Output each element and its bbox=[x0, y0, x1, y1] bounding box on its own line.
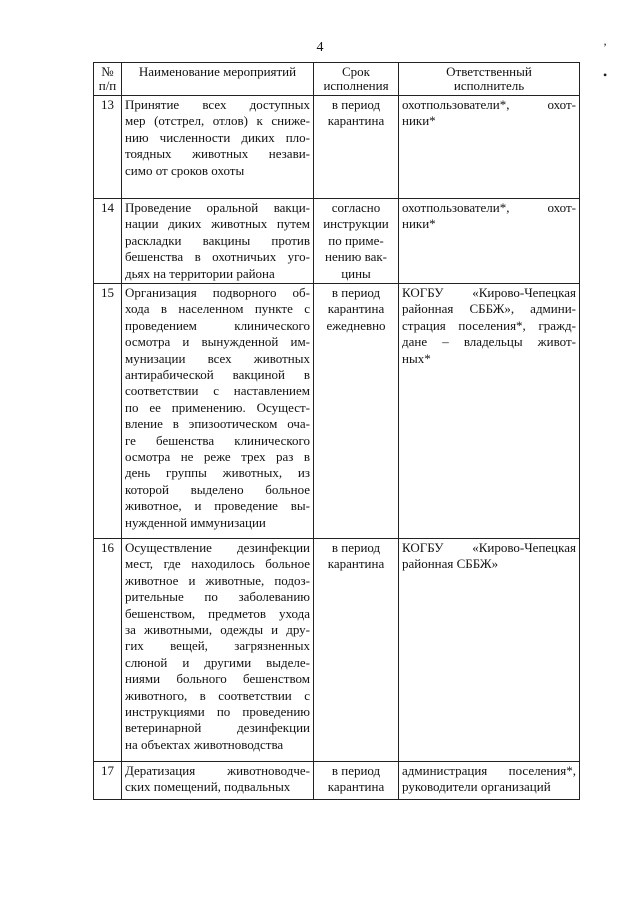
deadline-cell-line: карантина bbox=[327, 556, 385, 572]
measure-name-cell-line: раскладки вакцины против bbox=[125, 232, 310, 248]
measure-name-cell-line: ниями больного бешенством bbox=[125, 671, 310, 687]
measure-name-cell-line: мест, где находилось больное bbox=[125, 556, 310, 572]
deadline-cell-line: ежедневно bbox=[326, 317, 386, 333]
table-row bbox=[94, 539, 580, 762]
measure-name-cell-line: симо от сроков охоты bbox=[125, 162, 245, 178]
row-number: 16 bbox=[101, 540, 114, 555]
measure-name-cell-line: проведением клинического bbox=[125, 317, 310, 333]
measure-name-cell bbox=[122, 539, 314, 762]
measure-name-cell-line: нации диких животных путем bbox=[125, 216, 310, 232]
measure-name-cell-line: инструкциями по проведению bbox=[125, 704, 310, 720]
deadline-cell-line: нению вак- bbox=[325, 249, 387, 265]
measure-name-cell-line: мунизации всех животных bbox=[125, 350, 310, 366]
responsible-cell bbox=[399, 96, 580, 199]
measure-name-cell-line: которой выделено больное bbox=[125, 481, 310, 497]
measure-name-cell-line: на объектах животноводства bbox=[125, 736, 284, 752]
row-number-cell bbox=[94, 284, 122, 539]
header-name bbox=[122, 63, 314, 96]
deadline-cell-line: в период bbox=[331, 540, 381, 555]
responsible-cell bbox=[399, 199, 580, 284]
header-term bbox=[314, 63, 399, 96]
header-resp-line: исполнитель bbox=[453, 78, 525, 93]
row-number-cell bbox=[94, 539, 122, 762]
responsible-cell-line: КОГБУ «Кирово-Чепецкая bbox=[402, 285, 576, 300]
table-row bbox=[94, 762, 580, 800]
responsible-cell bbox=[399, 762, 580, 800]
measure-name-cell-line: бешенства в охотничьих уго- bbox=[125, 249, 310, 265]
page-number: 4 bbox=[316, 40, 324, 55]
measure-name-cell bbox=[122, 284, 314, 539]
measure-name-cell-line: нужденной иммунизации bbox=[125, 514, 266, 530]
header-term-line: исполнения bbox=[323, 78, 389, 93]
deadline-cell-line: в период bbox=[331, 97, 381, 112]
row-number-cell bbox=[94, 199, 122, 284]
row-number: 14 bbox=[101, 200, 114, 215]
deadline-cell-line: в период bbox=[331, 763, 381, 778]
responsible-cell-line: ных* bbox=[402, 350, 431, 366]
responsible-cell-line: КОГБУ «Кирово-Чепецкая bbox=[402, 540, 576, 555]
deadline-cell bbox=[314, 284, 399, 539]
row-number: 13 bbox=[101, 97, 114, 112]
measure-name-cell-line: Проведение оральной вакци- bbox=[125, 200, 310, 215]
responsible-cell-line: ники* bbox=[402, 216, 436, 232]
deadline-cell-line: карантина bbox=[327, 779, 385, 795]
deadline-cell-line: в период bbox=[331, 285, 381, 300]
measures-table bbox=[93, 62, 580, 800]
header-responsible bbox=[399, 63, 580, 96]
measure-name-cell-line: гих вещей, загрязненных bbox=[125, 638, 310, 654]
measure-name-cell-line: по ее применению. Осущест- bbox=[125, 399, 310, 415]
measure-name-cell-line: животное и животные, подоз- bbox=[125, 572, 310, 588]
margin-mark-top: ’ bbox=[603, 40, 607, 54]
responsible-cell-line: районная СББЖ», админи- bbox=[402, 301, 576, 317]
measure-name-cell-line: животного, в соответствии с bbox=[125, 687, 310, 703]
margin-mark-bullet: • bbox=[603, 68, 608, 82]
measure-name-cell-line: осмотра не реже трех раз в bbox=[125, 449, 310, 465]
header-name-line: Наименование мероприятий bbox=[138, 64, 297, 79]
deadline-cell bbox=[314, 539, 399, 762]
measure-name-cell-line: за животными, одежды и дру- bbox=[125, 622, 310, 638]
measure-name-cell-line: ге бешенства клинического bbox=[125, 432, 310, 448]
measure-name-cell bbox=[122, 199, 314, 284]
responsible-cell-line: охотпользователи*, охот- bbox=[402, 200, 576, 215]
measure-name-cell-line: хода в населенном пункте с bbox=[125, 301, 310, 317]
header-resp-line: Ответственный bbox=[446, 64, 532, 79]
measure-name-cell-line: вление в эпизоотическом оча- bbox=[125, 416, 310, 432]
measure-name-cell-line: ских помещений, подвальных bbox=[125, 779, 291, 795]
measure-name-cell-line: бешенством, предметов ухода bbox=[125, 605, 310, 621]
measure-name-cell-line: Дератизация животноводче- bbox=[125, 763, 310, 778]
measure-name-cell-line: день группы животных, из bbox=[125, 465, 310, 481]
measure-name-cell-line: антирабической вакциной в bbox=[125, 367, 310, 383]
deadline-cell-line: согласно bbox=[331, 200, 381, 215]
responsible-cell bbox=[399, 284, 580, 539]
deadline-cell-line: инструкции bbox=[323, 216, 389, 232]
table-row bbox=[94, 284, 580, 539]
measure-name-cell-line: Принятие всех доступных bbox=[125, 97, 310, 112]
measure-name-cell-line: соответствии с наставлением bbox=[125, 383, 310, 399]
header-num-line: № bbox=[101, 64, 114, 79]
responsible-cell-line: районная СББЖ» bbox=[402, 556, 499, 572]
responsible-cell-line: страция поселения*, гражд- bbox=[402, 317, 576, 333]
header-num bbox=[94, 63, 122, 96]
measure-name-cell-line: дьях на территории района bbox=[125, 265, 275, 281]
deadline-cell-line: карантина bbox=[327, 113, 385, 129]
measure-name-cell-line: мер (отстрел, отлов) к сниже- bbox=[125, 113, 310, 129]
measure-name-cell-line: осмотра и вынужденной им- bbox=[125, 334, 310, 350]
measure-name-cell-line: Организация подворного об- bbox=[125, 285, 310, 300]
measure-name-cell bbox=[122, 762, 314, 800]
deadline-cell bbox=[314, 199, 399, 284]
measure-name-cell-line: нию численности диких пло- bbox=[125, 129, 310, 145]
row-number: 15 bbox=[101, 285, 114, 300]
table-row bbox=[94, 96, 580, 199]
responsible-cell-line: ники* bbox=[402, 113, 436, 129]
table-row bbox=[94, 199, 580, 284]
responsible-cell-line: дане – владельцы живот- bbox=[402, 334, 576, 350]
deadline-cell bbox=[314, 762, 399, 800]
table-header-row bbox=[94, 63, 580, 96]
deadline-cell-line: по приме- bbox=[328, 232, 384, 248]
measure-name-cell-line: тоядных животных незави- bbox=[125, 146, 310, 162]
measure-name-cell-line: рительные по заболеванию bbox=[125, 589, 310, 605]
measure-name-cell-line: Осуществление дезинфекции bbox=[125, 540, 310, 555]
header-term-line: Срок bbox=[342, 64, 370, 79]
responsible-cell-line: руководители организаций bbox=[402, 779, 551, 795]
header-num-line: п/п bbox=[98, 78, 117, 93]
measure-name-cell-line: ветеринарной дезинфекции bbox=[125, 720, 310, 736]
responsible-cell bbox=[399, 539, 580, 762]
responsible-cell-line: охотпользователи*, охот- bbox=[402, 97, 576, 112]
row-number-cell bbox=[94, 96, 122, 199]
row-number: 17 bbox=[101, 763, 114, 778]
responsible-cell-line: администрация поселения*, bbox=[402, 763, 576, 778]
measure-name-cell bbox=[122, 96, 314, 199]
row-number-cell bbox=[94, 762, 122, 800]
deadline-cell-line: цины bbox=[341, 265, 371, 281]
measure-name-cell-line: животное, и проведение вы- bbox=[125, 498, 310, 514]
measure-name-cell-line: слюной и другими выделе- bbox=[125, 654, 310, 670]
deadline-cell bbox=[314, 96, 399, 199]
deadline-cell-line: карантина bbox=[327, 301, 385, 317]
